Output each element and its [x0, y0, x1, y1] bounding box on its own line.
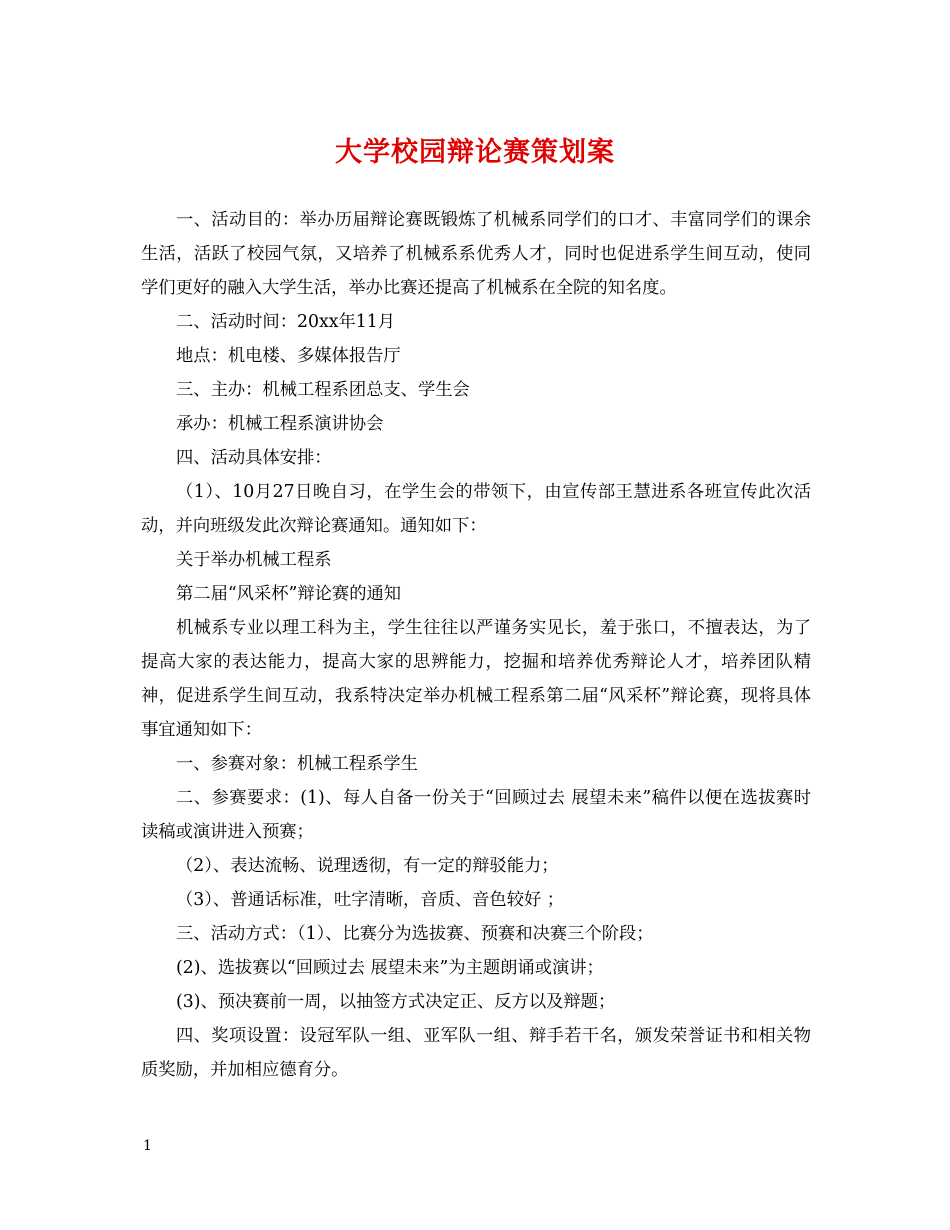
paragraph-time: 二、活动时间：20xx年11月: [176, 312, 396, 332]
paragraph-notice-title-line-2: 第二届“风采杯”辩论赛的通知: [176, 584, 402, 604]
paragraph-location: 地点：机电楼、多媒体报告厅: [176, 346, 401, 366]
document-title: 大学校园辩论赛策划案: [335, 137, 615, 168]
paragraph-requirement-3: （3）、普通话标准，吐字清晰，音质、音色较好 ；: [176, 890, 565, 910]
paragraph-notice-body: 机械系专业以理工科为主，学生往往以严谨务实见长，羞于张口，不擅表达，为了提高大家的表达能力，提高大家的思辨能力，挖掘和培养优秀辩论人才，培养团队精神，促进系学生间互动，我系特决定举办机械工程系第二届“风采杯”辩论赛，现将具体事宜通知如下：: [141, 618, 811, 740]
paragraph-format-2: (2)、选拔赛以“回顾过去 展望未来”为主题朗诵或演讲；: [176, 958, 604, 978]
paragraph-schedule-heading: 四、活动具体安排：: [176, 448, 332, 468]
document-body: [141, 203, 811, 1087]
paragraph-format: 三、活动方式：（1）、比赛分为选拔赛、预赛和决赛三个阶段；: [176, 924, 654, 944]
paragraph-organizer: 承办：机械工程系演讲协会: [176, 414, 384, 434]
paragraph-purpose: 一、活动目的：举办历届辩论赛既锻炼了机械系同学们的口才、丰富同学们的课余生活，活跃了校园气氛，又培养了机械系系优秀人才，同时也促进系学生间互动，使同学们更好的融入大学生活，举办比赛还提高了机械系在全院的知名度。: [141, 210, 811, 298]
paragraph-participants: 一、参赛对象：机械工程系学生: [176, 754, 418, 774]
paragraph-awards: 四、奖项设置：设冠军队一组、亚军队一组、辩手若干名，颁发荣誉证书和相关物质奖励，并加相应德育分。: [141, 1026, 811, 1080]
paragraph-schedule-item-1: （1）、10月27日晚自习，在学生会的带领下，由宣传部王慧进系各班宣传此次活动，并向班级发此次辩论赛通知。通知如下：: [141, 482, 811, 536]
paragraph-notice-title-line-1: 关于举办机械工程系: [176, 550, 332, 570]
paragraph-format-3: (3)、预决赛前一周，以抽签方式决定正、反方以及辩题；: [176, 992, 616, 1012]
paragraph-requirements: 二、参赛要求：(1)、每人自备一份关于“回顾过去 展望未来”稿件以便在选拔赛时读稿或演讲进入预赛；: [141, 788, 811, 842]
page-number: 1: [143, 1138, 152, 1154]
paragraph-requirement-2: （2）、表达流畅、说理透彻，有一定的辩驳能力；: [176, 856, 559, 876]
paragraph-host: 三、主办：机械工程系团总支、学生会: [176, 380, 470, 400]
